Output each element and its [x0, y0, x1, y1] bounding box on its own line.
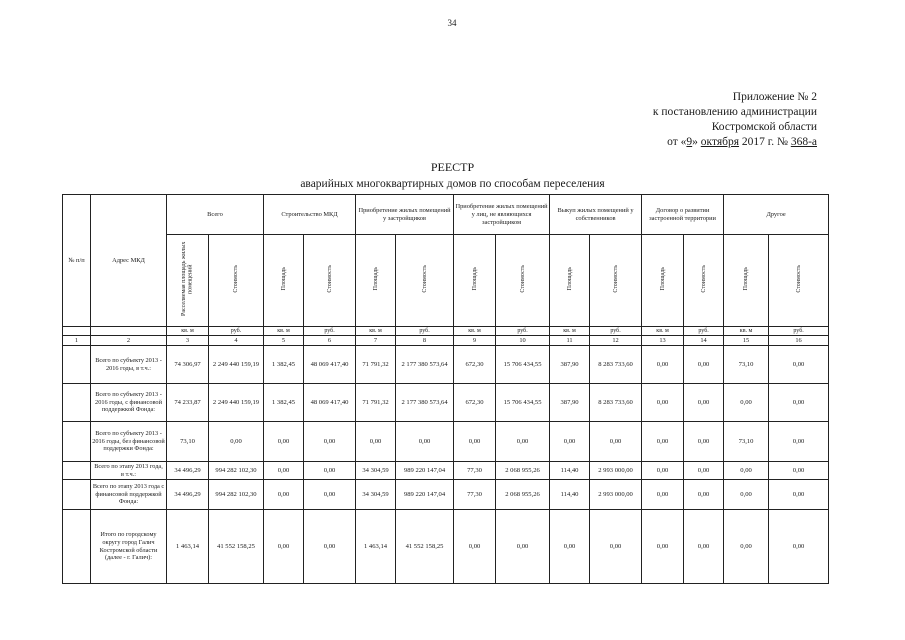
- table-row: [63, 422, 829, 462]
- row-value-cell: 15 706 434,55: [496, 384, 550, 422]
- row-value-cell: 41 552 158,25: [209, 510, 264, 584]
- row-value-cell: 2 068 955,26: [496, 480, 550, 510]
- table-row: [63, 462, 829, 480]
- row-value-cell: 0,00: [684, 384, 724, 422]
- unit-cost: руб.: [304, 327, 356, 336]
- row-value-cell: 34 496,29: [167, 462, 209, 480]
- header-cost: Стоимость: [209, 235, 264, 327]
- row-address-cell: Всего по этапу 2013 года с финансовой поддержкой Фонда:: [91, 480, 167, 510]
- table-body: [63, 346, 829, 584]
- document-subtitle: аварийных многоквартирных домов по способам переселения: [300, 178, 605, 190]
- column-index: 15: [724, 336, 769, 346]
- unit-area: кв. м: [550, 327, 590, 336]
- row-value-cell: 0,00: [769, 346, 829, 384]
- row-value-cell: 2 249 440 159,19: [209, 346, 264, 384]
- row-value-cell: 0,00: [454, 510, 496, 584]
- header-group-developers: Приобретение жилых помещений у застройщиков: [356, 195, 454, 235]
- unit-area: кв. м: [264, 327, 304, 336]
- row-value-cell: 2 177 380 573,64: [396, 384, 454, 422]
- row-value-cell: 0,00: [496, 422, 550, 462]
- row-value-cell: 989 220 147,04: [396, 480, 454, 510]
- row-value-cell: 2 249 440 159,19: [209, 384, 264, 422]
- appendix-block: [653, 90, 817, 150]
- row-value-cell: 1 382,45: [264, 346, 304, 384]
- row-value-cell: 1 463,14: [356, 510, 396, 584]
- header-area: Площадь: [356, 235, 396, 327]
- row-value-cell: 0,00: [304, 422, 356, 462]
- header-area: Площадь: [454, 235, 496, 327]
- document-title: РЕЕСТР: [430, 160, 475, 174]
- unit-area: кв. м: [167, 327, 209, 336]
- appendix-line-3: Костромской области: [711, 121, 817, 133]
- column-index: 5: [264, 336, 304, 346]
- column-index: 1: [63, 336, 91, 346]
- registry-table: [62, 194, 829, 584]
- column-index: 3: [167, 336, 209, 346]
- row-value-cell: 0,00: [590, 422, 642, 462]
- unit-area: кв. м: [642, 327, 684, 336]
- row-value-cell: 34 496,29: [167, 480, 209, 510]
- row-value-cell: 77,30: [454, 462, 496, 480]
- unit-cost: руб.: [769, 327, 829, 336]
- row-value-cell: 0,00: [769, 384, 829, 422]
- header-cost: Стоимость: [396, 235, 454, 327]
- row-value-cell: 989 220 147,04: [396, 462, 454, 480]
- unit-cost: руб.: [496, 327, 550, 336]
- row-value-cell: 0,00: [550, 510, 590, 584]
- row-value-cell: 672,30: [454, 384, 496, 422]
- row-value-cell: 0,00: [724, 462, 769, 480]
- row-address-cell: Всего по субъекту 2013 - 2016 годы, в т.ч.:: [91, 346, 167, 384]
- column-index: 9: [454, 336, 496, 346]
- header-group-territory: Договор о развитии застроенной территории: [642, 195, 724, 235]
- row-value-cell: 0,00: [209, 422, 264, 462]
- column-index: 11: [550, 336, 590, 346]
- row-number-cell: [63, 346, 91, 384]
- appendix-number: 368-а: [790, 136, 817, 148]
- row-value-cell: 0,00: [724, 510, 769, 584]
- row-value-cell: 0,00: [769, 422, 829, 462]
- table-row: [63, 346, 829, 384]
- appendix-date-line: от «9» октября 2017 г. № 368-а: [667, 136, 817, 148]
- row-value-cell: 0,00: [642, 480, 684, 510]
- column-index: 12: [590, 336, 642, 346]
- row-value-cell: 672,30: [454, 346, 496, 384]
- appendix-month: октября: [700, 136, 740, 148]
- row-value-cell: 73,10: [724, 422, 769, 462]
- row-value-cell: 0,00: [264, 422, 304, 462]
- header-area: Площадь: [724, 235, 769, 327]
- header-cost: Стоимость: [769, 235, 829, 327]
- row-address-cell: Всего по субъекту 2013 - 2016 годы, без финансовой поддержки Фонда:: [91, 422, 167, 462]
- header-address: Адрес МКД: [91, 195, 167, 327]
- row-value-cell: 0,00: [304, 462, 356, 480]
- row-value-cell: 15 706 434,55: [496, 346, 550, 384]
- row-value-cell: 74 306,97: [167, 346, 209, 384]
- row-value-cell: 0,00: [769, 510, 829, 584]
- row-value-cell: 8 283 733,60: [590, 346, 642, 384]
- row-value-cell: 2 068 955,26: [496, 462, 550, 480]
- header-total-area: Расселяемая площадь жилых помещений: [167, 235, 209, 327]
- row-value-cell: 2 993 000,00: [590, 480, 642, 510]
- column-index: 8: [396, 336, 454, 346]
- row-value-cell: 0,00: [769, 462, 829, 480]
- header-group-total: Всего: [167, 195, 264, 235]
- row-address-cell: Итого по городскому округу город Галич Костромской области (далее - г. Галич):: [91, 510, 167, 584]
- column-index: 2: [91, 336, 167, 346]
- unit-cost: руб.: [590, 327, 642, 336]
- row-number-cell: [63, 384, 91, 422]
- row-value-cell: 0,00: [684, 346, 724, 384]
- row-value-cell: 34 304,59: [356, 480, 396, 510]
- header-area: Площадь: [264, 235, 304, 327]
- row-value-cell: 0,00: [264, 480, 304, 510]
- appendix-line-2: к постановлению администрации: [652, 106, 817, 118]
- header-area: Площадь: [642, 235, 684, 327]
- table-row: [63, 384, 829, 422]
- unit-area: кв. м: [724, 327, 769, 336]
- row-value-cell: 41 552 158,25: [396, 510, 454, 584]
- row-address-cell: Всего по этапу 2013 года, в т.ч.:: [91, 462, 167, 480]
- row-value-cell: 0,00: [304, 510, 356, 584]
- row-value-cell: 0,00: [642, 462, 684, 480]
- row-value-cell: 994 282 102,30: [209, 480, 264, 510]
- row-value-cell: 0,00: [550, 422, 590, 462]
- column-index: 4: [209, 336, 264, 346]
- header-area: Площадь: [550, 235, 590, 327]
- row-address-cell: Всего по субъекту 2013 - 2016 годы, с финансовой поддержкой Фонда:: [91, 384, 167, 422]
- row-value-cell: 77,30: [454, 480, 496, 510]
- row-value-cell: 0,00: [590, 510, 642, 584]
- column-index: 13: [642, 336, 684, 346]
- row-value-cell: 0,00: [684, 462, 724, 480]
- header-group-construction: Строительство МКД: [264, 195, 356, 235]
- row-value-cell: 71 791,32: [356, 346, 396, 384]
- row-value-cell: 0,00: [496, 510, 550, 584]
- row-value-cell: 74 233,87: [167, 384, 209, 422]
- unit-cost: руб.: [209, 327, 264, 336]
- row-value-cell: 73,10: [167, 422, 209, 462]
- row-value-cell: 34 304,59: [356, 462, 396, 480]
- header-cost: Стоимость: [590, 235, 642, 327]
- table-row: [63, 510, 829, 584]
- page-number: 34: [447, 18, 457, 28]
- column-index: 7: [356, 336, 396, 346]
- row-value-cell: 0,00: [684, 422, 724, 462]
- row-value-cell: 387,90: [550, 346, 590, 384]
- row-value-cell: 8 283 733,60: [590, 384, 642, 422]
- row-value-cell: 0,00: [642, 510, 684, 584]
- row-value-cell: 114,40: [550, 480, 590, 510]
- header-cost: Стоимость: [496, 235, 550, 327]
- row-value-cell: 387,90: [550, 384, 590, 422]
- column-index: 16: [769, 336, 829, 346]
- unit-cost: руб.: [396, 327, 454, 336]
- unit-cost: руб.: [684, 327, 724, 336]
- row-number-cell: [63, 462, 91, 480]
- unit-area: кв. м: [454, 327, 496, 336]
- row-value-cell: 0,00: [356, 422, 396, 462]
- row-value-cell: 0,00: [769, 480, 829, 510]
- table-row: [63, 480, 829, 510]
- row-value-cell: 48 069 417,40: [304, 384, 356, 422]
- header-cost: Стоимость: [684, 235, 724, 327]
- row-value-cell: 0,00: [396, 422, 454, 462]
- row-value-cell: 0,00: [454, 422, 496, 462]
- row-value-cell: 0,00: [264, 510, 304, 584]
- row-value-cell: 0,00: [684, 510, 724, 584]
- appendix-day: 9: [686, 136, 693, 148]
- row-value-cell: 0,00: [642, 384, 684, 422]
- header-num: № п/п: [63, 195, 91, 327]
- header-group-other: Другое: [724, 195, 829, 235]
- row-value-cell: 71 791,32: [356, 384, 396, 422]
- row-value-cell: 994 282 102,30: [209, 462, 264, 480]
- row-value-cell: 0,00: [642, 346, 684, 384]
- unit-area: кв. м: [356, 327, 396, 336]
- row-value-cell: 0,00: [642, 422, 684, 462]
- row-value-cell: 0,00: [724, 384, 769, 422]
- column-index: 10: [496, 336, 550, 346]
- header-cost: Стоимость: [304, 235, 356, 327]
- row-value-cell: 0,00: [264, 462, 304, 480]
- appendix-title: Приложение № 2: [732, 91, 817, 103]
- row-value-cell: 48 069 417,40: [304, 346, 356, 384]
- row-value-cell: 0,00: [724, 480, 769, 510]
- column-index: 14: [684, 336, 724, 346]
- row-value-cell: 73,10: [724, 346, 769, 384]
- row-number-cell: [63, 480, 91, 510]
- row-value-cell: 0,00: [304, 480, 356, 510]
- row-number-cell: [63, 510, 91, 584]
- unit-empty: [63, 327, 91, 336]
- header-group-buyout: Выкуп жилых помещений у собственников: [550, 195, 642, 235]
- row-value-cell: 2 177 380 573,64: [396, 346, 454, 384]
- row-number-cell: [63, 422, 91, 462]
- row-value-cell: 1 382,45: [264, 384, 304, 422]
- header-group-non-developers: Приобретение жилых помещений у лиц, не являющихся застройщиком: [454, 195, 550, 235]
- unit-empty: [91, 327, 167, 336]
- row-value-cell: 2 993 000,00: [590, 462, 642, 480]
- column-index: 6: [304, 336, 356, 346]
- row-value-cell: 0,00: [684, 480, 724, 510]
- row-value-cell: 1 463,14: [167, 510, 209, 584]
- row-value-cell: 114,40: [550, 462, 590, 480]
